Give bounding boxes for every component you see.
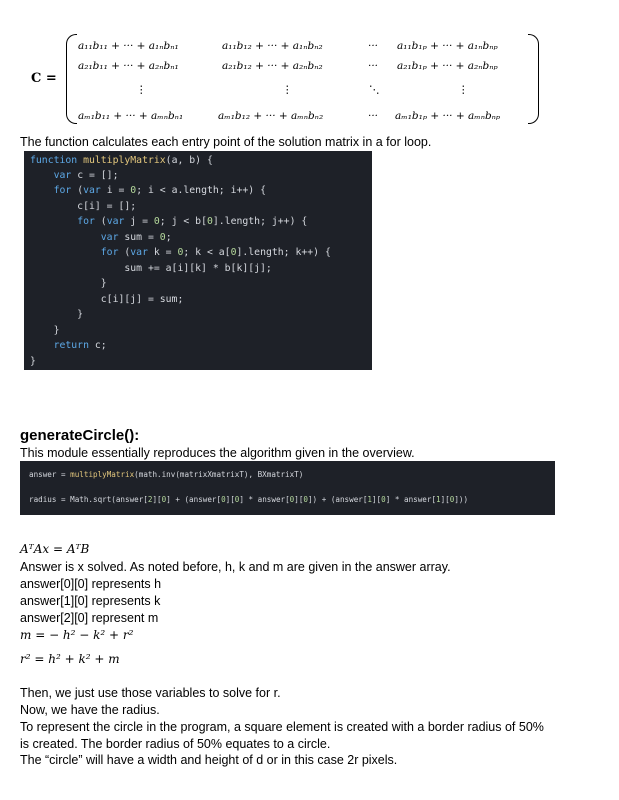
code-block-multiply-matrix xyxy=(24,151,372,370)
matrix-cell: a₂₁b₁₁ + ··· + a₂ₙbₙ₁ xyxy=(78,60,179,72)
answer-line: answer[1][0] represents k xyxy=(20,594,161,608)
matrix-cell: a₁₁b₁₂ + ··· + a₁ₙbₙ₂ xyxy=(222,40,323,52)
matrix-left-bracket xyxy=(66,34,77,124)
code-line: } xyxy=(30,309,84,320)
answer-line: answer[2][0] represent m xyxy=(20,611,159,625)
code-line: answer = multiplyMatrix(math.inv(matrixXmatrixT), BXmatrixT) xyxy=(29,470,304,479)
code-line: for (var k = 0; k < a[0].length; k++) { xyxy=(100,247,331,258)
matrix-cell: aₘ₁b₁₂ + ··· + aₘₙbₙ₂ xyxy=(218,110,324,122)
section-description: This module essentially reproduces the algorithm given in the overview. xyxy=(20,446,415,460)
code-line: } xyxy=(30,356,36,367)
matrix-cell: a₂₁b₁₂ + ··· + a₂ₙbₙ₂ xyxy=(222,60,323,72)
matrix-cell: a₁₁b₁₁ + ··· + a₁ₙbₙ₁ xyxy=(78,40,179,52)
code-line: } xyxy=(30,278,107,289)
code-line: var c = []; xyxy=(53,170,119,181)
intro-paragraph: The function calculates each entry point of the solution matrix in a for loop. xyxy=(20,135,432,149)
closing-line: Now, we have the radius. xyxy=(20,703,160,717)
code-line: return c; xyxy=(53,340,107,351)
code-line: c[i] = []; xyxy=(30,201,137,212)
section-heading: generateCircle(): xyxy=(20,427,140,444)
code-line: c[i][j] = sum; xyxy=(30,294,184,305)
matrix-right-bracket xyxy=(528,34,539,124)
equation-r: r² = h² + k² + m xyxy=(20,652,120,666)
code-line: function multiplyMatrix(a, b) { xyxy=(30,155,213,166)
matrix-cell: ⋮ xyxy=(136,84,147,96)
answer-line: answer[0][0] represents h xyxy=(20,577,162,591)
closing-line: Then, we just use those variables to solve for r. xyxy=(20,686,281,700)
closing-line: To represent the circle in the program, a square element is created with a border radius of 50% xyxy=(20,720,544,734)
matrix-cell: aₘ₁b₁₁ + ··· + aₘₙbₙ₁ xyxy=(78,110,184,122)
code-line: } xyxy=(30,325,60,336)
code-line: for (var i = 0; i < a.length; i++) { xyxy=(53,185,266,196)
matrix-cell: ··· xyxy=(368,60,379,72)
code-line: var sum = 0; xyxy=(100,232,172,243)
matrix-cell: a₂₁b₁ₚ + ··· + a₂ₙbₙₚ xyxy=(397,60,498,72)
matrix-cell: a₁₁b₁ₚ + ··· + a₁ₙbₙₚ xyxy=(397,40,498,52)
matrix-cell: aₘ₁b₁ₚ + ··· + aₘₙbₙₚ xyxy=(395,110,501,122)
matrix-cell: ··· xyxy=(368,110,379,122)
matrix-cell: ··· xyxy=(368,40,379,52)
closing-line: The “circle” will have a width and height of d or in this case 2r pixels. xyxy=(20,753,398,767)
code-line: for (var j = 0; j < b[0].length; j++) { xyxy=(77,216,308,227)
equation-normal: AᵀAx = AᵀB xyxy=(20,542,90,556)
matrix-cell: ⋮ xyxy=(282,84,293,96)
code-block-generate-circle xyxy=(20,461,555,515)
matrix-cell: ⋱ xyxy=(369,84,380,96)
closing-line: is created. The border radius of 50% equates to a circle. xyxy=(20,737,331,751)
answer-line: Answer is x solved. As noted before, h, k and m are given in the answer array. xyxy=(20,560,451,574)
code-line: sum += a[i][k] * b[k][j]; xyxy=(30,263,272,274)
code-line: radius = Math.sqrt(answer[2][0] + (answer[0][0] * answer[0][0]) + (answer[1][0] * answer[1][0])) xyxy=(29,495,469,504)
equation-m: m = − h² − k² + r² xyxy=(20,628,134,642)
matrix-cell: ⋮ xyxy=(458,84,469,96)
matrix-label: C = xyxy=(31,71,57,86)
